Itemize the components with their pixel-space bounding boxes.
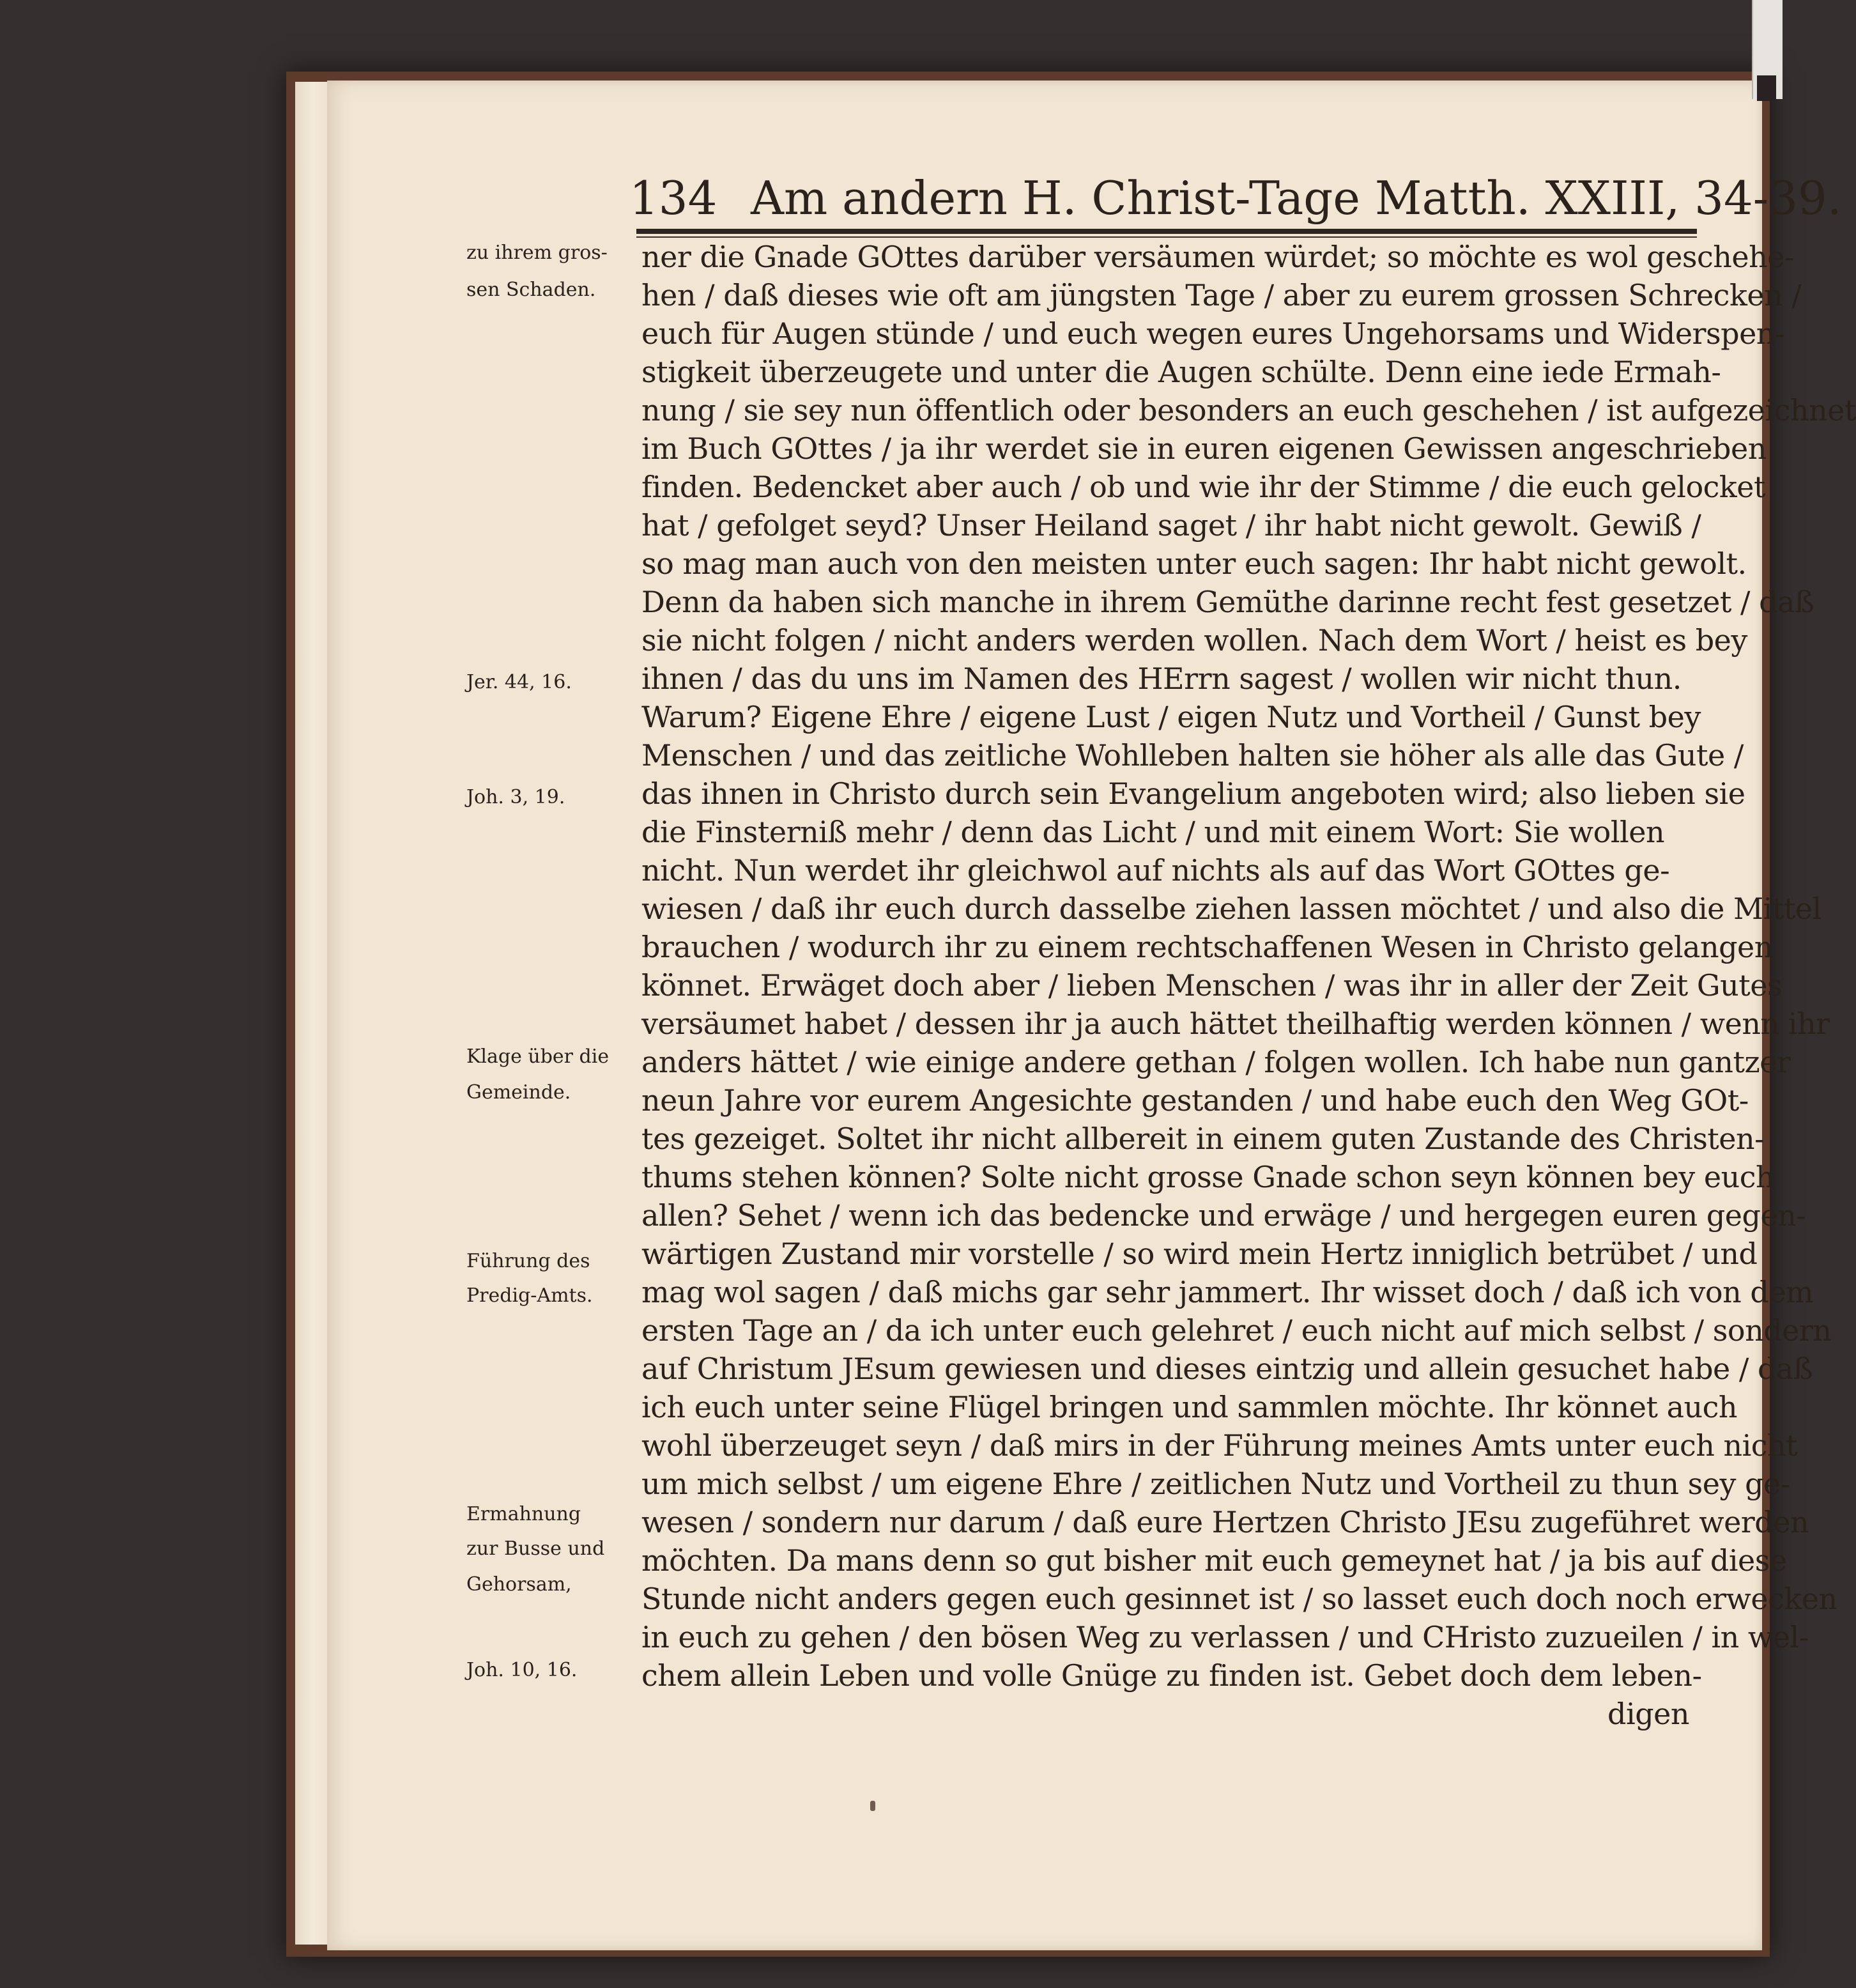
text-line: in euch zu gehen / den bösen Weg zu verlassen / und CHristo zuzueilen / in wel- [641, 1620, 1809, 1654]
text-line: ich euch unter seine Flügel bringen und sammlen möchte. Ihr könnet auch [641, 1390, 1738, 1424]
text-line: so mag man auch von den meisten unter euch sagen: Ihr habt nicht gewolt. [641, 546, 1747, 581]
running-title: Am andern H. Christ-Tage Matth. XXIII, 34-39. [751, 171, 1842, 225]
text-line: thums stehen können? Solte nicht grosse Gnade schon seyn können bey euch [641, 1160, 1775, 1194]
text-line: ihnen / das du uns im Namen des HErrn sagest / wollen wir nicht thun. [641, 661, 1682, 696]
text-line: mag wol sagen / daß michs gar sehr jammert. Ihr wisset doch / daß ich von dem [641, 1275, 1814, 1309]
text-line: hen / daß dieses wie oft am jüngsten Tage / aber zu eurem grossen Schrecken / [641, 278, 1802, 312]
text-line: chem allein Leben und volle Gnüge zu finden ist. Gebet doch dem leben- [641, 1658, 1702, 1693]
text-line: versäumet habet / dessen ihr ja auch hättet theilhaftig werden können / wenn ihr [641, 1006, 1830, 1041]
margin-note: Jer. 44, 16. [466, 671, 572, 693]
text-line: nicht. Nun werdet ihr gleichwol auf nichts als auf das Wort GOttes ge- [641, 853, 1670, 888]
text-line: wesen / sondern nur darum / daß eure Hertzen Christo JEsu zugeführet werden [641, 1505, 1809, 1539]
running-header [629, 167, 1842, 229]
text-line: Stunde nicht anders gegen euch gesinnet ist / so lasset euch doch noch erwecken [641, 1582, 1837, 1616]
text-line: wohl überzeuget seyn / daß mirs in der Führung meines Amts unter euch nicht [641, 1428, 1798, 1463]
text-line: Menschen / und das zeitliche Wohlleben halten sie höher als alle das Gute / [641, 738, 1744, 773]
text-line: auf Christum JEsum gewiesen und dieses eintzig und allein gesuchet habe / daß [641, 1352, 1813, 1386]
text-line: Denn da haben sich manche in ihrem Gemüthe darinne recht fest gesetzet / daß [641, 585, 1814, 619]
text-line: könnet. Erwäget doch aber / lieben Menschen / was ihr in aller der Zeit Gutes [641, 968, 1783, 1003]
page-number: 134 [629, 171, 717, 225]
text-line: wärtigen Zustand mir vorstelle / so wird mein Hertz inniglich betrübet / und [641, 1237, 1758, 1271]
text-line: brauchen / wodurch ihr zu einem rechtschaffenen Wesen in Christo gelangen [641, 930, 1773, 964]
text-line: wiesen / daß ihr euch durch dasselbe ziehen lassen möchtet / und also die Mittel [641, 891, 1821, 926]
text-line: hat / gefolget seyd? Unser Heiland saget / ihr habt nicht gewolt. Gewiß / [641, 508, 1701, 543]
margin-note: sen Schaden. [466, 279, 596, 301]
text-line: euch für Augen stünde / und euch wegen eures Ungehorsams und Widerspen- [641, 316, 1784, 351]
margin-note: zu ihrem gros- [466, 242, 608, 264]
text-line: die Finsterniß mehr / denn das Licht / und mit einem Wort: Sie wollen [641, 815, 1665, 849]
header-rule [636, 229, 1697, 234]
text-line: allen? Sehet / wenn ich das bedencke und erwäge / und hergegen euren gegen- [641, 1198, 1806, 1233]
text-line: nung / sie sey nun öffentlich oder besonders an euch geschehen / ist aufgezeichnet [641, 393, 1856, 428]
text-line: möchten. Da mans denn so gut bisher mit euch gemeynet hat / ja bis auf diese [641, 1543, 1787, 1578]
text-line: das ihnen in Christo durch sein Evangelium angeboten wird; also lieben sie [641, 776, 1745, 811]
margin-note: Joh. 3, 19. [466, 786, 565, 808]
catchword: digen [1607, 1697, 1689, 1731]
margin-note: Gemeinde. [466, 1081, 571, 1104]
text-line: stigkeit überzeugete und unter die Augen schülte. Denn eine iede Ermah- [641, 355, 1721, 389]
paper-speck [870, 1801, 875, 1811]
clamp-tip [1757, 75, 1776, 101]
text-line: ner die Gnade GOttes darüber versäumen würdet; so möchte es wol geschehe- [641, 240, 1794, 274]
text-line: tes gezeiget. Soltet ihr nicht allbereit in einem guten Zustande des Christen- [641, 1121, 1765, 1156]
margin-note: Gehorsam, [466, 1573, 572, 1596]
text-line: anders hättet / wie einige andere gethan / folgen wollen. Ich habe nun gantzer [641, 1045, 1791, 1079]
text-line: Warum? Eigene Ehre / eigene Lust / eigen Nutz und Vortheil / Gunst bey [641, 700, 1701, 734]
margin-note: Klage über die [466, 1045, 610, 1068]
text-line: finden. Bedencket aber auch / ob und wie ihr der Stimme / die euch gelocket [641, 470, 1766, 504]
margin-note: Führung des [466, 1250, 590, 1272]
margin-note: zur Busse und [466, 1537, 605, 1560]
margin-note: Joh. 10, 16. [466, 1659, 578, 1681]
text-line: im Buch GOttes / ja ihr werdet sie in euren eigenen Gewissen angeschrieben [641, 431, 1767, 466]
text-line: neun Jahre vor eurem Angesichte gestanden / und habe euch den Weg GOt- [641, 1083, 1749, 1118]
text-line: ersten Tage an / da ich unter euch gelehret / euch nicht auf mich selbst / sondern [641, 1313, 1832, 1348]
margin-note: Ermahnung [466, 1503, 581, 1525]
text-line: um mich selbst / um eigene Ehre / zeitlichen Nutz und Vortheil zu thun sey ge- [641, 1467, 1790, 1501]
text-line: sie nicht folgen / nicht anders werden wollen. Nach dem Wort / heist es bey [641, 623, 1747, 658]
margin-note: Predig-Amts. [466, 1284, 593, 1307]
